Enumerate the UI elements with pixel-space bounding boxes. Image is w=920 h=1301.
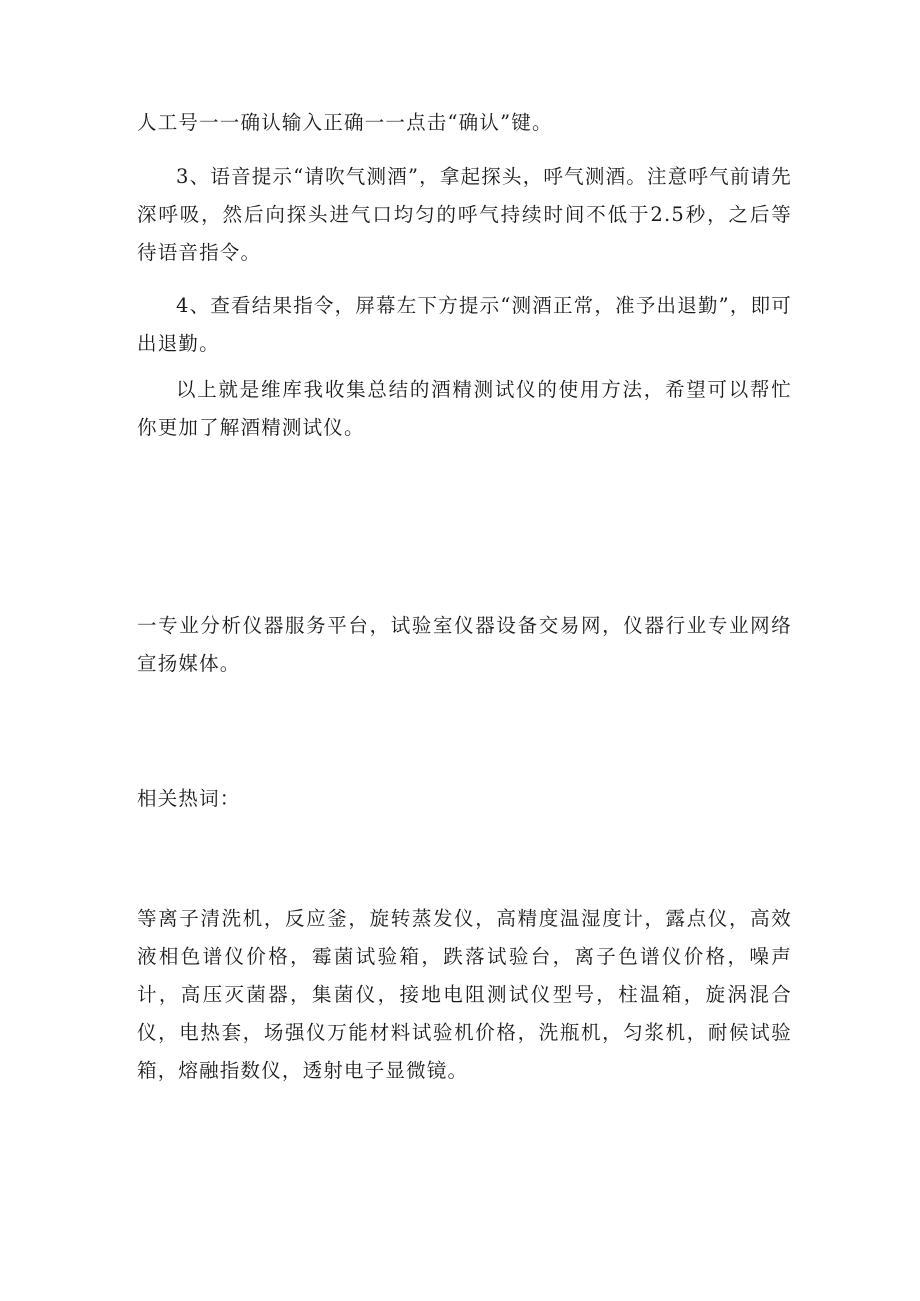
paragraph-step-4: 4、查看结果指令，屏幕左下方提示“测酒正常，准予出退勤”，即可出退勤。 [137,294,792,355]
paragraph-step-continuation: 人工号一一确认输入正确一一点击“确认”键。 [137,111,553,134]
paragraph-step-3: 3、语音提示“请吹气测酒”，拿起探头，呼气测酒。注意呼气前请先深呼吸，然后向探头进气口均匀的呼气持续时间不低于2.5秒，之后等待语音指令。 [137,165,792,264]
related-keywords-list: 等离子清洗机，反应釜，旋转蒸发仪，高精度温湿度计，露点仪，高效液相色谱仪价格，霉菌试验箱，跌落试验台，离子色谱仪价格，噪声计，高压灭菌器，集菌仪，接地电阻测试仪型号，柱温箱，旋涡混合仪，电热套，场强仪万能材料试验机价格，洗瓶机，匀浆机，耐候试验箱，熔融指数仪，透射电子显微镜。 [137,907,792,1082]
paragraph-platform-intro: 一专业分析仪器服务平台，试验室仪器设备交易网，仪器行业专业网络宣扬媒体。 [137,614,792,675]
related-keywords-heading: 相关热词： [137,787,241,810]
paragraph-summary: 以上就是维库我收集总结的酒精测试仪的使用方法，希望可以帮忙你更加了解酒精测试仪。 [137,378,792,439]
